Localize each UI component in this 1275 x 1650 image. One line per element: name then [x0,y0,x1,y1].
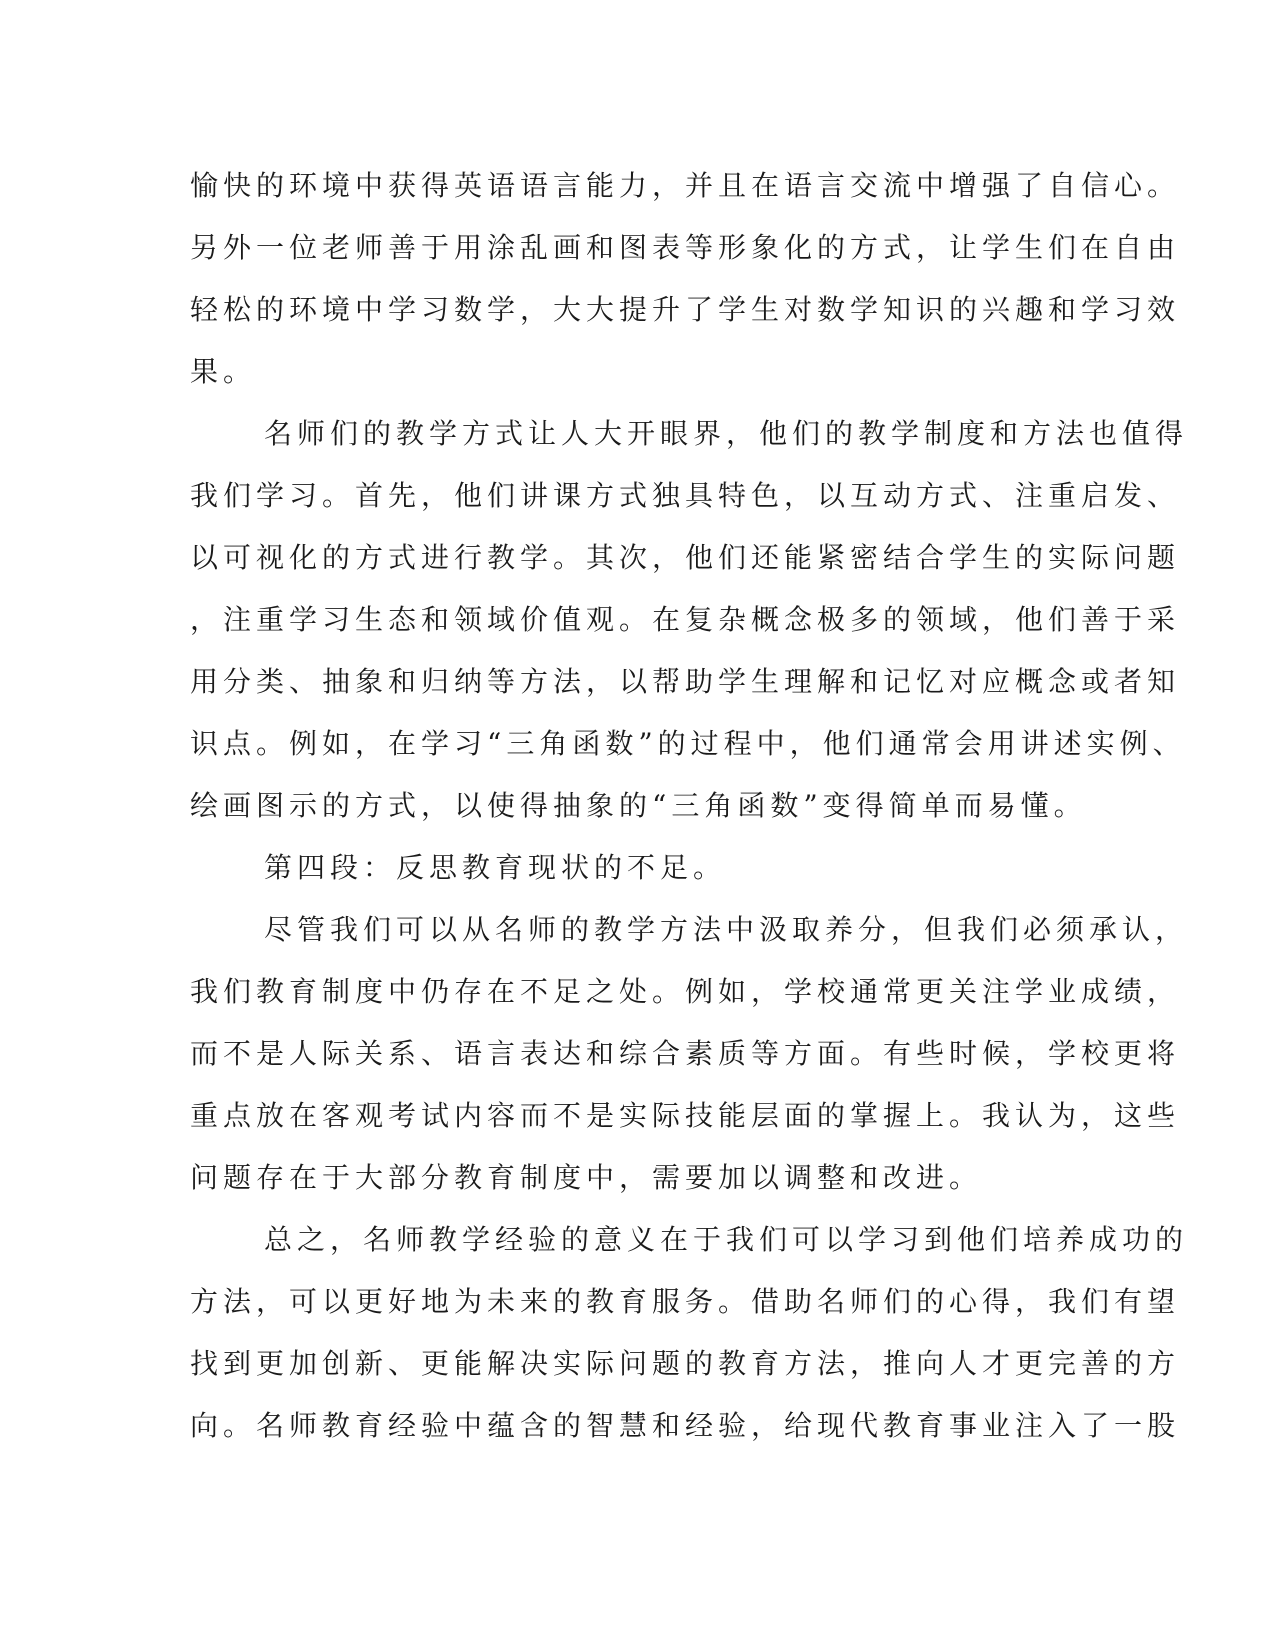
text-line: 问题存在于大部分教育制度中，需要加以调整和改进。 [190,1161,983,1194]
text-line: ，注重学习生态和领域价值观。在复杂概念极多的领域，他们善于采 [190,603,1181,636]
text-line: 我们学习。首先，他们讲课方式独具特色，以互动方式、注重启发、 [190,479,1181,512]
text-line: 我们教育制度中仍存在不足之处。例如，学校通常更关注学业成绩， [190,975,1181,1008]
text-line: 向。名师教育经验中蕴含的智慧和经验，给现代教育事业注入了一股 [190,1409,1181,1442]
body-text [190,155,1189,1457]
text-line: 用分类、抽象和归纳等方法，以帮助学生理解和记忆对应概念或者知 [190,665,1181,698]
paragraph-first-line: 名师们的教学方式让人大开眼界，他们的教学制度和方法也值得 [264,417,1189,450]
text-line: 另外一位老师善于用涂乱画和图表等形象化的方式，让学生们在自由 [190,231,1181,264]
text-line: 而不是人际关系、语言表达和综合素质等方面。有些时候，学校更将 [190,1037,1181,1070]
text-line: 愉快的环境中获得英语语言能力，并且在语言交流中增强了自信心。 [190,169,1181,202]
text-line: 绘画图示的方式，以使得抽象的“三角函数”变得简单而易懂。 [190,789,1087,822]
section-heading: 第四段：反思教育现状的不足。 [264,851,727,884]
text-line: 果。 [190,355,257,388]
text-line: 方法，可以更好地为未来的教育服务。借助名师们的心得，我们有望 [190,1285,1181,1318]
paragraph-first-line: 尽管我们可以从名师的教学方法中汲取养分，但我们必须承认， [264,913,1189,946]
text-line: 找到更加创新、更能解决实际问题的教育方法，推向人才更完善的方 [190,1347,1181,1380]
text-line: 轻松的环境中学习数学，大大提升了学生对数学知识的兴趣和学习效 [190,293,1181,326]
paragraph-first-line: 总之，名师教学经验的意义在于我们可以学习到他们培养成功的 [264,1223,1189,1256]
text-line: 识点。例如，在学习“三角函数”的过程中，他们通常会用讲述实例、 [190,727,1186,760]
text-line: 重点放在客观考试内容而不是实际技能层面的掌握上。我认为，这些 [190,1099,1181,1132]
text-line: 以可视化的方式进行教学。其次，他们还能紧密结合学生的实际问题 [190,541,1181,574]
